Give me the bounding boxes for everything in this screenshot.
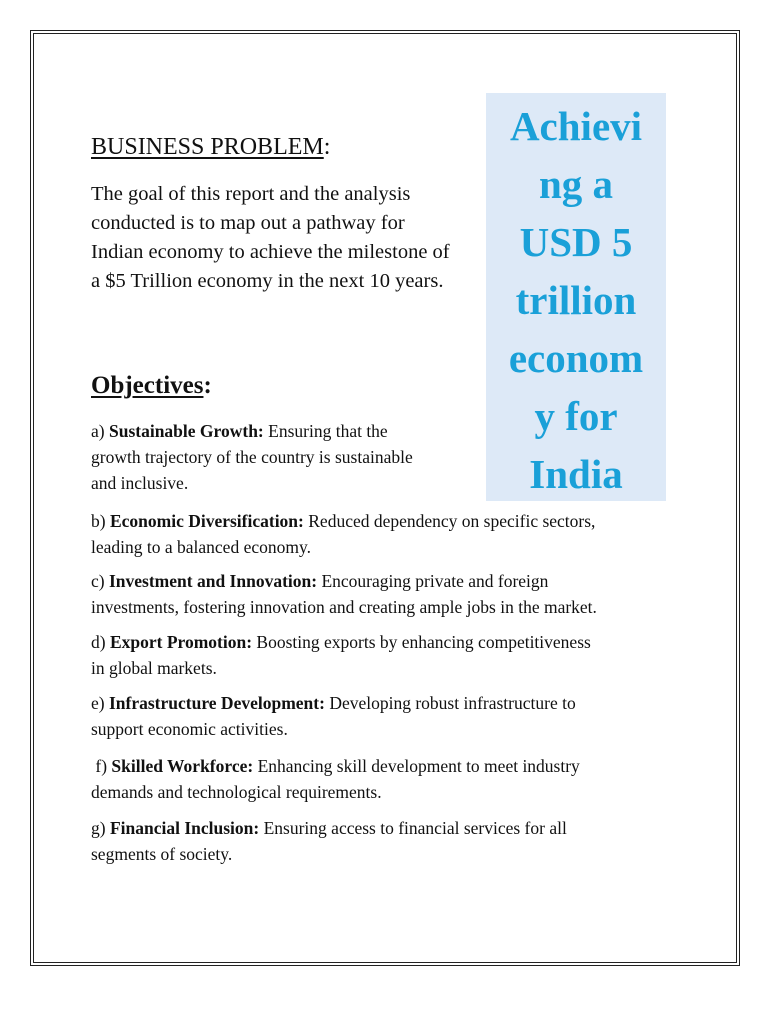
title-box bbox=[486, 93, 666, 501]
title-line: India bbox=[529, 451, 623, 497]
objective-item-infrastructure-development: e) Infrastructure Development: Developing robust infrastructure to support economic activities. bbox=[91, 693, 576, 739]
title-line: y for bbox=[534, 393, 618, 439]
objective-item-financial-inclusion: g) Financial Inclusion: Ensuring access to financial services for all segments of society. bbox=[91, 818, 567, 864]
objective-item-economic-diversification: b) Economic Diversification: Reduced dependency on specific sectors, leading to a balanced economy. bbox=[91, 511, 596, 557]
title-line: Achievi bbox=[509, 103, 643, 149]
title-line: USD 5 bbox=[519, 219, 633, 265]
business-problem-text: The goal of this report and the analysis conducted is to map out a pathway for Indian economy to achieve the milestone of a $5 Trillion economy in the next 10 years. bbox=[91, 183, 450, 292]
business-problem-heading: BUSINESS PROBLEM: bbox=[91, 134, 331, 160]
objectives-heading: Objectives: bbox=[91, 372, 212, 399]
objective-item-export-promotion: d) Export Promotion: Boosting exports by enhancing competitiveness in global markets. bbox=[91, 632, 591, 678]
title-line: trillion bbox=[515, 277, 637, 323]
title-line: econom bbox=[508, 335, 644, 381]
title-line: ng a bbox=[538, 161, 614, 207]
objective-item-skilled-workforce: f) Skilled Workforce: Enhancing skill development to meet industry demands and technological requirements. bbox=[91, 756, 580, 802]
objective-item-investment-innovation: c) Investment and Innovation: Encouraging private and foreign investments, fostering innovation and creating ample jobs in the market. bbox=[91, 571, 597, 617]
objective-item-sustainable-growth: a) Sustainable Growth: Ensuring that the growth trajectory of the country is sustainable and inclusive. bbox=[91, 421, 413, 493]
